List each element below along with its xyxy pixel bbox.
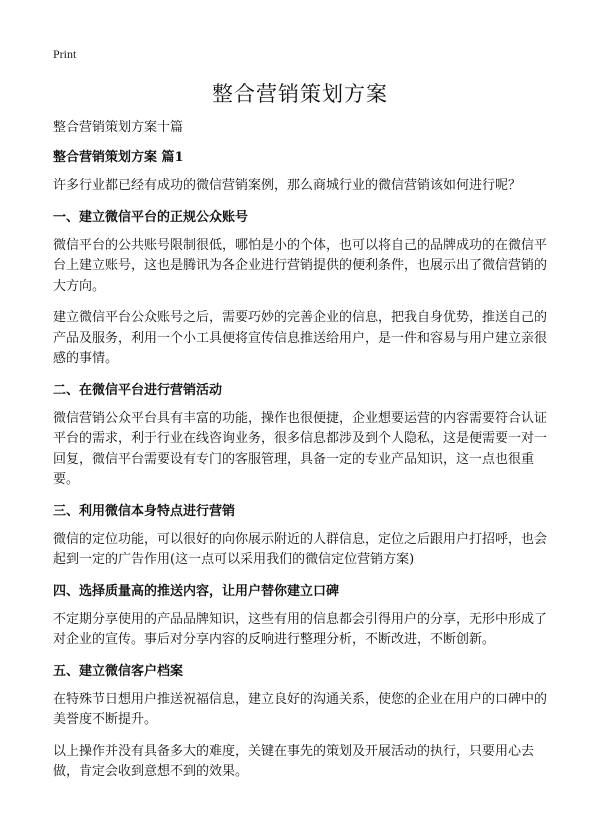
document-subtitle: 整合营销策划方案十篇: [53, 120, 184, 135]
section-heading-2: 二、在微信平台进行营销活动: [53, 382, 223, 398]
section-4-paragraph-1: 不定期分享使用的产品品牌知识，这些有用的信息都会引得用户的分享，无形中形成了对企业的宣传。事后对分享内容的反响进行整理分析，不断改进，不断创新。: [53, 611, 548, 647]
section-3-paragraph-1: 微信的定位功能，可以很好的向你展示附近的人群信息，定位之后跟用户打招呼，也会起到一定的广告作用(这一点可以采用我们的微信定位营销方案): [53, 531, 548, 567]
section-1-paragraph-1: 微信平台的公共账号限制很低，哪怕是小的个体，也可以将自己的品牌成功的在微信平台上建立账号，这也是腾讯为各企业进行营销提供的便利条件，也展示出了微信营销的大方向。: [53, 237, 548, 294]
section-heading-3: 三、利用微信本身特点进行营销: [53, 503, 236, 519]
document-title: 整合营销策划方案: [212, 82, 388, 106]
section-5-paragraph-1: 在特殊节日想用户推送祝福信息，建立良好的沟通关系，使您的企业在用户的口碑中的美誉度不断提升。: [53, 691, 548, 727]
section-5-paragraph-2: 以上操作并没有具备多大的难度，关键在事先的策划及开展活动的执行，只要用心去做，肯定会收到意想不到的效果。: [53, 743, 535, 779]
document-body: [53, 118, 552, 794]
section-heading-4: 四、选择质量高的推送内容，让用户替你建立口碑: [53, 583, 340, 599]
section-1-paragraph-2: 建立微信平台公众账号之后，需要巧妙的完善企业的信息，把我自身优势，推送自己的产品及服务，利用一个小工具便将宣传信息推送给用户，是一件和容易与用户建立亲很感的事情。: [53, 310, 548, 366]
section-2-paragraph-1: 微信营销公众平台具有丰富的功能，操作也很便捷，企业想要运营的内容需要符合认证平台的需求，利于行业在线咨询业务，很多信息都涉及到个人隐私，这是便需要一对一回复，微信平台需要设有专门的客服管理，具备一定的专业产品知识，这一点也很重要。: [53, 410, 548, 487]
print-link[interactable]: Print: [53, 47, 77, 61]
section-heading-1: 一、建立微信平台的正规公众账号: [53, 209, 249, 225]
section-heading-5: 五、建立微信客户档案: [53, 663, 184, 679]
part-heading: 整合营销策划方案 篇1: [53, 150, 184, 165]
intro-paragraph: 许多行业都已经有成功的微信营销案例，那么商城行业的微信营销该如何进行呢？: [53, 178, 522, 193]
